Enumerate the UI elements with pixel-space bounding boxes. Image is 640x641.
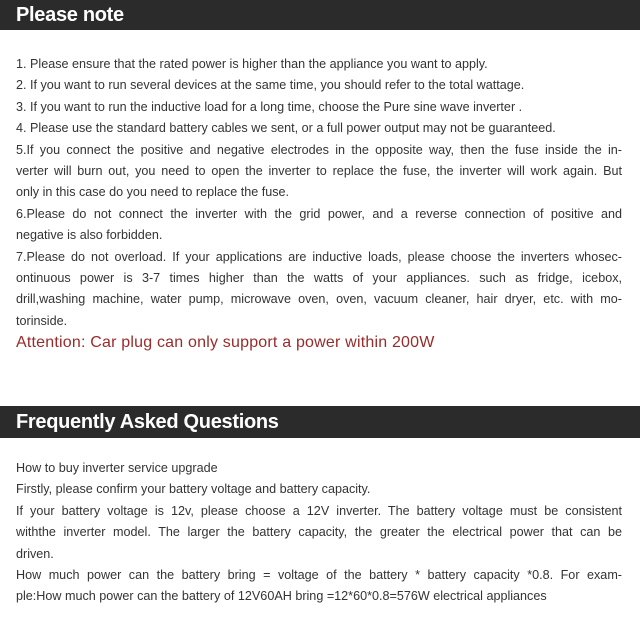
note-line-10: 7.Please do not overload. If your applications are inductive loads, please choose the inverters whosec-	[16, 249, 622, 264]
faq-title: Frequently Asked Questions	[16, 411, 279, 433]
note-line-7: only in this case do you need to replace the fuse.	[16, 185, 290, 200]
please-note-body	[16, 54, 622, 332]
faq-line-2: Firstly, please confirm your battery voltage and battery capacity.	[16, 482, 371, 497]
please-note-title: Please note	[16, 4, 124, 26]
faq-line-5: driven.	[16, 546, 54, 561]
note-line-11: ontinuous power is 3-7 times higher than the watts of your appliances. such as fridge, icebox,	[16, 271, 622, 286]
note-line-2: 2. If you want to run several devices at the same time, you should refer to the total wattage.	[16, 78, 525, 93]
faq-line-7: ple:How much power can the battery of 12V60AH bring =12*60*0.8=576W electrical appliances	[16, 589, 547, 604]
note-line-13: torinside.	[16, 313, 68, 328]
note-line-8: 6.Please do not connect the inverter with the grid power, and a reverse connection of positive and	[16, 206, 622, 221]
note-line-6: verter will burn out, you need to open the inverter to replace the fuse, the inverter will work again. But	[16, 164, 622, 179]
attention-notice: Attention: Car plug can only support a power within 200W	[16, 334, 435, 351]
note-line-12: drill,washing machine, water pump, microwave oven, oven, vacuum cleaner, hair dryer, etc. with mo-	[16, 292, 622, 307]
note-line-5: 5.If you connect the positive and negative electrodes in the opposite way, then the fuse inside the in-	[16, 142, 622, 157]
faq-body	[16, 458, 622, 608]
please-note-header	[0, 0, 640, 30]
note-line-4: 4. Please use the standard battery cables we sent, or a full power output may not be guaranteed.	[16, 121, 556, 136]
faq-line-1: How to buy inverter service upgrade	[16, 461, 218, 475]
faq-line-4: withthe inverter model. The larger the battery capacity, the greater the electrical power that can be	[16, 525, 622, 540]
note-line-3: 3. If you want to run the inductive load for a long time, choose the Pure sine wave inverter .	[16, 99, 523, 114]
faq-line-6: How much power can the battery bring = voltage of the battery * battery capacity *0.8. For exam-	[16, 568, 622, 583]
note-line-9: negative is also forbidden.	[16, 228, 163, 243]
faq-header	[0, 406, 640, 438]
note-line-1: 1. Please ensure that the rated power is higher than the appliance you want to apply.	[16, 57, 488, 71]
faq-line-3: If your battery voltage is 12v, please choose a 12V inverter. The battery voltage must be consistent	[16, 503, 622, 518]
